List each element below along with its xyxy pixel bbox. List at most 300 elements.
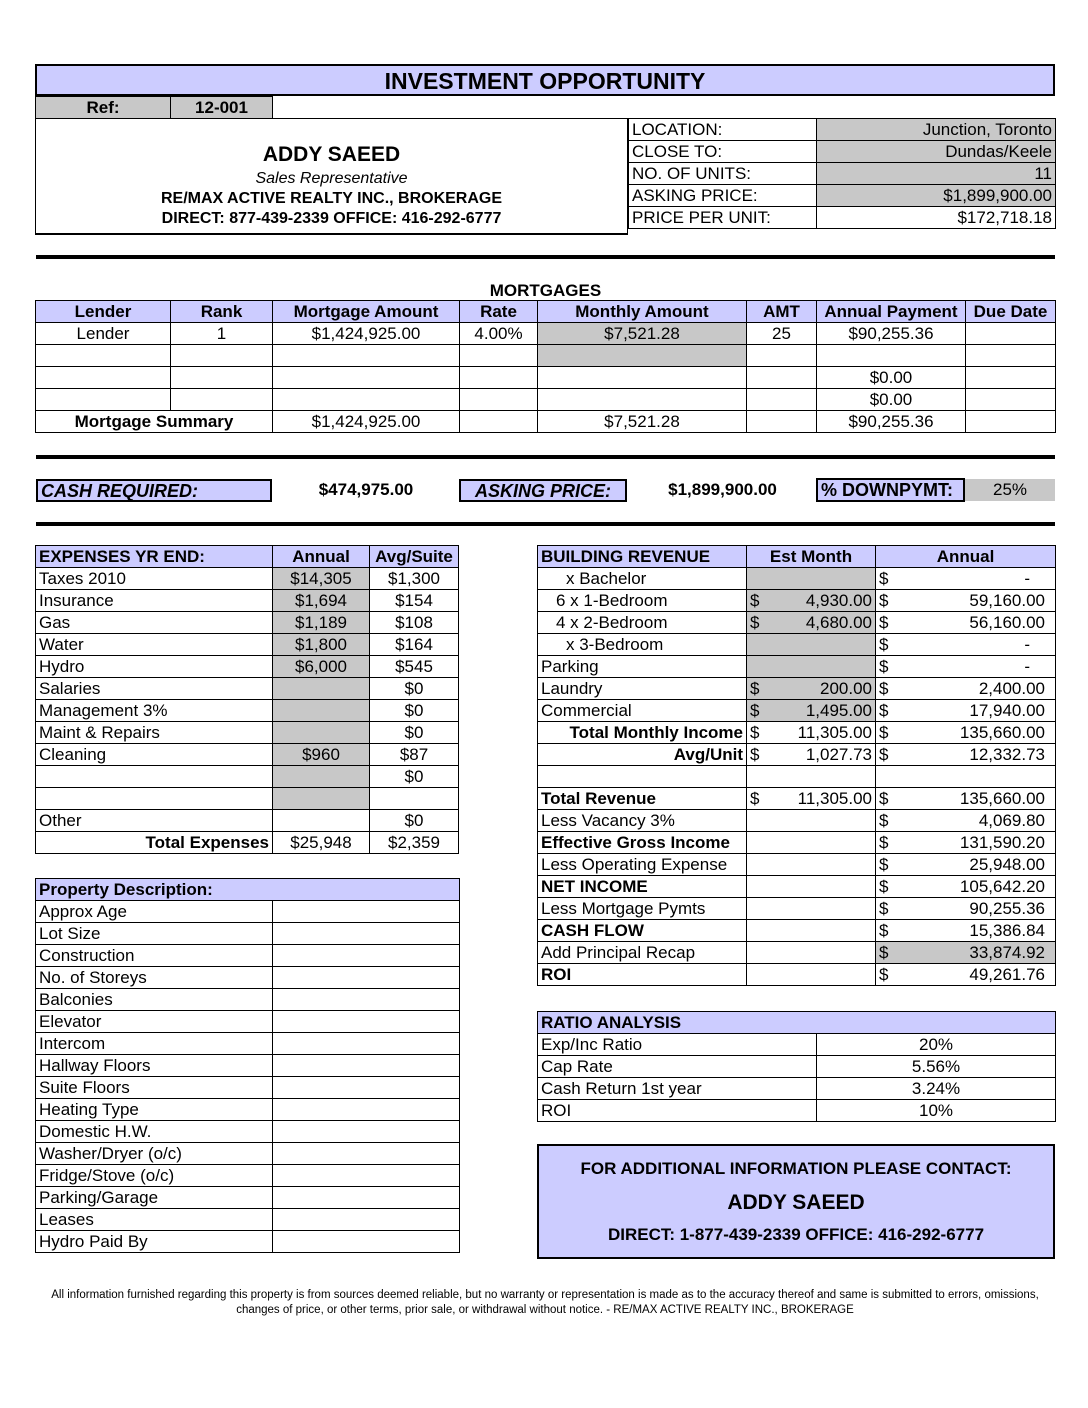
table-row — [36, 766, 459, 788]
cell: $1,189 — [273, 612, 370, 634]
cell — [36, 389, 171, 411]
cell: $0.00 — [817, 389, 966, 411]
currency-sign: $ — [879, 920, 889, 940]
cell: $1,800 — [273, 634, 370, 656]
cell — [273, 989, 460, 1011]
cell — [273, 766, 370, 788]
col-header: Lender — [36, 301, 171, 323]
cell: $ 90,255.36 — [876, 898, 1056, 920]
table-row — [36, 590, 459, 612]
cell — [460, 411, 538, 433]
cell: Cleaning — [36, 744, 273, 766]
cell: $154 — [370, 590, 459, 612]
currency-sign: $ — [879, 810, 889, 830]
cell: $ 105,642.20 — [876, 876, 1056, 898]
cell: Parking/Garage — [36, 1187, 273, 1209]
currency-sign: $ — [750, 678, 760, 698]
cell: Taxes 2010 — [36, 568, 273, 590]
cell — [273, 1099, 460, 1121]
cell — [273, 1231, 460, 1253]
col-header: Rank — [171, 301, 273, 323]
divider — [36, 455, 1055, 459]
cell: 1 — [171, 323, 273, 345]
cell: $ 12,332.73 — [876, 744, 1056, 766]
cell: Salaries — [36, 678, 273, 700]
col-header: AMT — [747, 301, 817, 323]
cell — [273, 1033, 460, 1055]
cell: Insurance — [36, 590, 273, 612]
col-header: BUILDING REVENUE — [538, 546, 747, 568]
cell: Avg/Unit — [538, 744, 747, 766]
cell — [273, 1143, 460, 1165]
cell — [747, 568, 876, 590]
cell — [273, 1187, 460, 1209]
cell: Cap Rate — [538, 1056, 817, 1078]
table-row — [538, 612, 1056, 634]
cell: Hydro — [36, 656, 273, 678]
col-header: Monthly Amount — [538, 301, 747, 323]
cell — [273, 967, 460, 989]
cell: $ 2,400.00 — [876, 678, 1056, 700]
cell: Gas — [36, 612, 273, 634]
table-row — [36, 1165, 460, 1187]
table-row — [36, 1099, 460, 1121]
cell — [747, 656, 876, 678]
cell: 3.24% — [817, 1078, 1056, 1100]
cell — [747, 964, 876, 986]
cell: Other — [36, 810, 273, 832]
info-value: Dundas/Keele — [817, 141, 1056, 163]
cell: Suite Floors — [36, 1077, 273, 1099]
cell: $0.00 — [817, 367, 966, 389]
info-value: $1,899,900.00 — [817, 185, 1056, 207]
cell: Exp/Inc Ratio — [538, 1034, 817, 1056]
cell — [273, 1011, 460, 1033]
table-row — [36, 345, 1056, 367]
ratio-analysis-table — [537, 1011, 1056, 1122]
cell: $1,424,925.00 — [273, 323, 460, 345]
total-avg: $2,359 — [370, 832, 459, 854]
cell: Total Revenue — [538, 788, 747, 810]
ref-label: Ref: — [36, 97, 171, 119]
col-header: Est Month — [747, 546, 876, 568]
cell: $0 — [370, 722, 459, 744]
currency-sign: $ — [879, 832, 889, 852]
cell: $ 49,261.76 — [876, 964, 1056, 986]
table-row — [538, 722, 1056, 744]
cell: Lot Size — [36, 923, 273, 945]
cell — [747, 854, 876, 876]
cell — [273, 901, 460, 923]
currency-sign: $ — [879, 744, 889, 764]
table-row — [36, 788, 459, 810]
cell — [273, 945, 460, 967]
table-row — [36, 744, 459, 766]
ref-row — [35, 96, 273, 119]
currency-sign: $ — [879, 634, 889, 654]
expenses-table — [35, 545, 459, 854]
cell — [370, 788, 459, 810]
cell: $14,305 — [273, 568, 370, 590]
cell: ROI — [538, 964, 747, 986]
table-row — [538, 634, 1056, 656]
cell: Construction — [36, 945, 273, 967]
col-header: Due Date — [966, 301, 1056, 323]
contact-box — [537, 1144, 1055, 1259]
agent-name: ADDY SAEED — [262, 143, 401, 166]
table-row — [36, 1011, 460, 1033]
currency-sign: $ — [879, 656, 889, 676]
cell: Leases — [36, 1209, 273, 1231]
cell: $ 56,160.00 — [876, 612, 1056, 634]
cell: $87 — [370, 744, 459, 766]
summary-annual: $90,255.36 — [817, 411, 966, 433]
col-header: Annual Payment — [817, 301, 966, 323]
cell: $ - — [876, 634, 1056, 656]
page-title: INVESTMENT OPPORTUNITY — [35, 64, 1055, 96]
currency-sign: $ — [750, 788, 760, 808]
table-row — [36, 1231, 460, 1253]
table-row — [36, 568, 459, 590]
table-row — [36, 323, 1056, 345]
cell: Commercial — [538, 700, 747, 722]
table-row — [36, 1143, 460, 1165]
table-row — [538, 920, 1056, 942]
cell — [273, 722, 370, 744]
cell — [538, 389, 747, 411]
table-row — [538, 568, 1056, 590]
table-row — [538, 656, 1056, 678]
cell — [36, 766, 273, 788]
table-row — [538, 876, 1056, 898]
cell: $ 15,386.84 — [876, 920, 1056, 942]
summary-label: Mortgage Summary — [36, 411, 273, 433]
table-row — [538, 898, 1056, 920]
asking-price-value: $1,899,900.00 — [668, 480, 777, 499]
table-row — [36, 945, 460, 967]
cell — [273, 1209, 460, 1231]
agent-block — [35, 118, 628, 235]
cell: $ 11,305.00 — [747, 788, 876, 810]
cell: Less Mortgage Pymts — [538, 898, 747, 920]
currency-sign: $ — [879, 898, 889, 918]
cell: Laundry — [538, 678, 747, 700]
col-header: Annual — [876, 546, 1056, 568]
currency-sign: $ — [750, 612, 760, 632]
table-row — [538, 1056, 1056, 1078]
table-row — [36, 810, 459, 832]
cell: Domestic H.W. — [36, 1121, 273, 1143]
cell — [273, 1077, 460, 1099]
total-label: Total Expenses — [36, 832, 273, 854]
cell: $ 11,305.00 — [747, 722, 876, 744]
cell — [36, 788, 273, 810]
summary-row — [36, 411, 1056, 433]
cell: $ - — [876, 568, 1056, 590]
col-header: EXPENSES YR END: — [36, 546, 273, 568]
table-row — [36, 989, 460, 1011]
currency-sign: $ — [879, 722, 889, 742]
cell: Washer/Dryer (o/c) — [36, 1143, 273, 1165]
ref-value: 12-001 — [171, 97, 273, 119]
cell: $ 4,680.00 — [747, 612, 876, 634]
table-row — [538, 678, 1056, 700]
cell — [966, 411, 1056, 433]
cell: $0 — [370, 766, 459, 788]
cell: $ 4,069.80 — [876, 810, 1056, 832]
table-row — [36, 901, 460, 923]
property-info-table — [628, 118, 1056, 229]
cell — [273, 1055, 460, 1077]
downpayment-value: 25% — [965, 479, 1055, 501]
cell — [747, 389, 817, 411]
building-revenue-table — [537, 545, 1056, 986]
cell: Add Principal Recap — [538, 942, 747, 964]
table-row — [538, 854, 1056, 876]
table-row — [36, 389, 1056, 411]
currency-sign: $ — [750, 700, 760, 720]
cell: x Bachelor — [538, 568, 747, 590]
cell: $164 — [370, 634, 459, 656]
cell: Balconies — [36, 989, 273, 1011]
table-row — [36, 678, 459, 700]
currency-sign: $ — [750, 590, 760, 610]
cell — [273, 345, 460, 367]
cell: $ 1,495.00 — [747, 700, 876, 722]
table-row — [36, 923, 460, 945]
cell: Effective Gross Income — [538, 832, 747, 854]
cell — [273, 367, 460, 389]
cell — [460, 345, 538, 367]
cell: Total Monthly Income — [538, 722, 747, 744]
cell: $0 — [370, 810, 459, 832]
cell: $108 — [370, 612, 459, 634]
cell — [538, 345, 747, 367]
cell: Water — [36, 634, 273, 656]
cell: $0 — [370, 678, 459, 700]
table-row — [36, 1121, 460, 1143]
cell: 10% — [817, 1100, 1056, 1122]
cell — [747, 920, 876, 942]
cell: Intercom — [36, 1033, 273, 1055]
currency-sign: $ — [879, 788, 889, 808]
cell: $ 1,027.73 — [747, 744, 876, 766]
cell: Heating Type — [36, 1099, 273, 1121]
currency-sign: $ — [879, 876, 889, 896]
disclaimer: All information furnished regarding this property is from sources deemed reliable, but no warranty or representation is made as to the accuracy thereof and same is submitted to errors, omissions, changes of price, or other terms, prior sale, or withdrawal without notice. - RE/MAX ACTIVE REALTY INC., BROKERAGE — [51, 1289, 1039, 1316]
cell — [273, 389, 460, 411]
cash-required-value: $474,975.00 — [318, 480, 414, 499]
info-value: $172,718.18 — [817, 207, 1056, 229]
currency-sign: $ — [750, 722, 760, 742]
cell: Elevator — [36, 1011, 273, 1033]
cell: $90,255.36 — [817, 323, 966, 345]
cell — [747, 367, 817, 389]
table-row — [538, 832, 1056, 854]
cell: Maint & Repairs — [36, 722, 273, 744]
table-row — [36, 1209, 460, 1231]
cell — [747, 876, 876, 898]
contact-phone: DIRECT: 1-877-439-2339 OFFICE: 416-292-6777 — [607, 1225, 985, 1244]
cell: $ 135,660.00 — [876, 788, 1056, 810]
info-label: ASKING PRICE: — [629, 185, 817, 207]
cell: $ - — [876, 656, 1056, 678]
cell: $6,000 — [273, 656, 370, 678]
cell: NET INCOME — [538, 876, 747, 898]
table-row — [538, 788, 1056, 810]
currency-sign: $ — [879, 612, 889, 632]
property-description-table — [35, 878, 460, 1253]
table-row — [36, 967, 460, 989]
table-row — [538, 942, 1056, 964]
cell: Parking — [538, 656, 747, 678]
cell: Hydro Paid By — [36, 1231, 273, 1253]
cell — [36, 367, 171, 389]
table-row — [36, 700, 459, 722]
cell: $ 135,660.00 — [876, 722, 1056, 744]
cell: $ 4,930.00 — [747, 590, 876, 612]
cell: 20% — [817, 1034, 1056, 1056]
table-row — [538, 1078, 1056, 1100]
contact-name: ADDY SAEED — [727, 1191, 865, 1214]
cell — [817, 345, 966, 367]
currency-sign: $ — [879, 964, 889, 984]
cell: Management 3% — [36, 700, 273, 722]
info-label: PRICE PER UNIT: — [629, 207, 817, 229]
cell — [747, 411, 817, 433]
summary-amount: $1,424,925.00 — [273, 411, 460, 433]
mortgages-title: MORTGAGES — [489, 281, 602, 300]
cell — [171, 389, 273, 411]
table-row — [538, 810, 1056, 832]
cell — [747, 898, 876, 920]
downpayment-label: % DOWNPYMT: — [816, 478, 965, 502]
section-header: RATIO ANALYSIS — [538, 1012, 1056, 1034]
agent-brokerage: RE/MAX ACTIVE REALTY INC., BROKERAGE — [160, 190, 503, 207]
col-header: Rate — [460, 301, 538, 323]
cell: ROI — [538, 1100, 817, 1122]
cell: 25 — [747, 323, 817, 345]
info-value: Junction, Toronto — [817, 119, 1056, 141]
info-label: LOCATION: — [629, 119, 817, 141]
cell: No. of Storeys — [36, 967, 273, 989]
cell: $ 59,160.00 — [876, 590, 1056, 612]
mortgages-table — [35, 300, 1056, 433]
cell — [747, 942, 876, 964]
cash-required-label: CASH REQUIRED: — [36, 479, 272, 502]
cell — [747, 634, 876, 656]
cell — [36, 345, 171, 367]
cell: Less Operating Expense — [538, 854, 747, 876]
cell — [966, 367, 1056, 389]
currency-sign: $ — [879, 942, 889, 962]
cell — [460, 367, 538, 389]
cell — [966, 323, 1056, 345]
agent-role: Sales Representative — [255, 170, 408, 187]
cell — [273, 678, 370, 700]
cell — [273, 810, 370, 832]
currency-sign: $ — [879, 854, 889, 874]
col-header: Avg/Suite — [370, 546, 459, 568]
cell: 4.00% — [460, 323, 538, 345]
cell — [747, 832, 876, 854]
cell: $ 17,940.00 — [876, 700, 1056, 722]
table-row — [538, 964, 1056, 986]
cell: Hallway Floors — [36, 1055, 273, 1077]
cell: $ 131,590.20 — [876, 832, 1056, 854]
table-row — [538, 744, 1056, 766]
col-header: Mortgage Amount — [273, 301, 460, 323]
cell: $960 — [273, 744, 370, 766]
cell — [747, 766, 876, 788]
table-row — [538, 590, 1056, 612]
col-header: Annual — [273, 546, 370, 568]
cell — [460, 389, 538, 411]
table-row — [36, 656, 459, 678]
table-row — [538, 1100, 1056, 1122]
table-row — [538, 766, 1056, 788]
summary-monthly: $7,521.28 — [538, 411, 747, 433]
total-annual: $25,948 — [273, 832, 370, 854]
info-label: CLOSE TO: — [629, 141, 817, 163]
cell — [538, 367, 747, 389]
asking-price-label: ASKING PRICE: — [459, 479, 627, 502]
cell: $ 200.00 — [747, 678, 876, 700]
cell: Fridge/Stove (o/c) — [36, 1165, 273, 1187]
cell: Approx Age — [36, 901, 273, 923]
table-row — [36, 634, 459, 656]
cell — [966, 345, 1056, 367]
cell: $ 25,948.00 — [876, 854, 1056, 876]
cell — [273, 700, 370, 722]
contact-heading: FOR ADDITIONAL INFORMATION PLEASE CONTACT: — [580, 1159, 1012, 1178]
cell: $1,300 — [370, 568, 459, 590]
cell — [171, 345, 273, 367]
table-row — [36, 1187, 460, 1209]
divider — [36, 255, 1055, 259]
cell — [747, 810, 876, 832]
cell: Cash Return 1st year — [538, 1078, 817, 1100]
currency-sign: $ — [879, 568, 889, 588]
table-row — [36, 1077, 460, 1099]
cell — [538, 766, 747, 788]
cell: Less Vacancy 3% — [538, 810, 747, 832]
divider — [36, 522, 1055, 526]
cell: 4 x 2-Bedroom — [538, 612, 747, 634]
cell — [171, 367, 273, 389]
cell — [273, 1121, 460, 1143]
table-row — [538, 1034, 1056, 1056]
cell — [876, 766, 1056, 788]
cell: Lender — [36, 323, 171, 345]
table-row — [36, 722, 459, 744]
currency-sign: $ — [879, 700, 889, 720]
info-label: NO. OF UNITS: — [629, 163, 817, 185]
cell: $7,521.28 — [538, 323, 747, 345]
cell — [273, 788, 370, 810]
table-row — [36, 612, 459, 634]
cell: CASH FLOW — [538, 920, 747, 942]
info-value: 11 — [817, 163, 1056, 185]
cell — [747, 345, 817, 367]
cell: $545 — [370, 656, 459, 678]
currency-sign: $ — [879, 590, 889, 610]
table-row — [538, 700, 1056, 722]
cell: $ 33,874.92 — [876, 942, 1056, 964]
section-header: Property Description: — [36, 879, 460, 901]
cell: 5.56% — [817, 1056, 1056, 1078]
agent-contact: DIRECT: 877-439-2339 OFFICE: 416-292-6777 — [161, 210, 502, 227]
